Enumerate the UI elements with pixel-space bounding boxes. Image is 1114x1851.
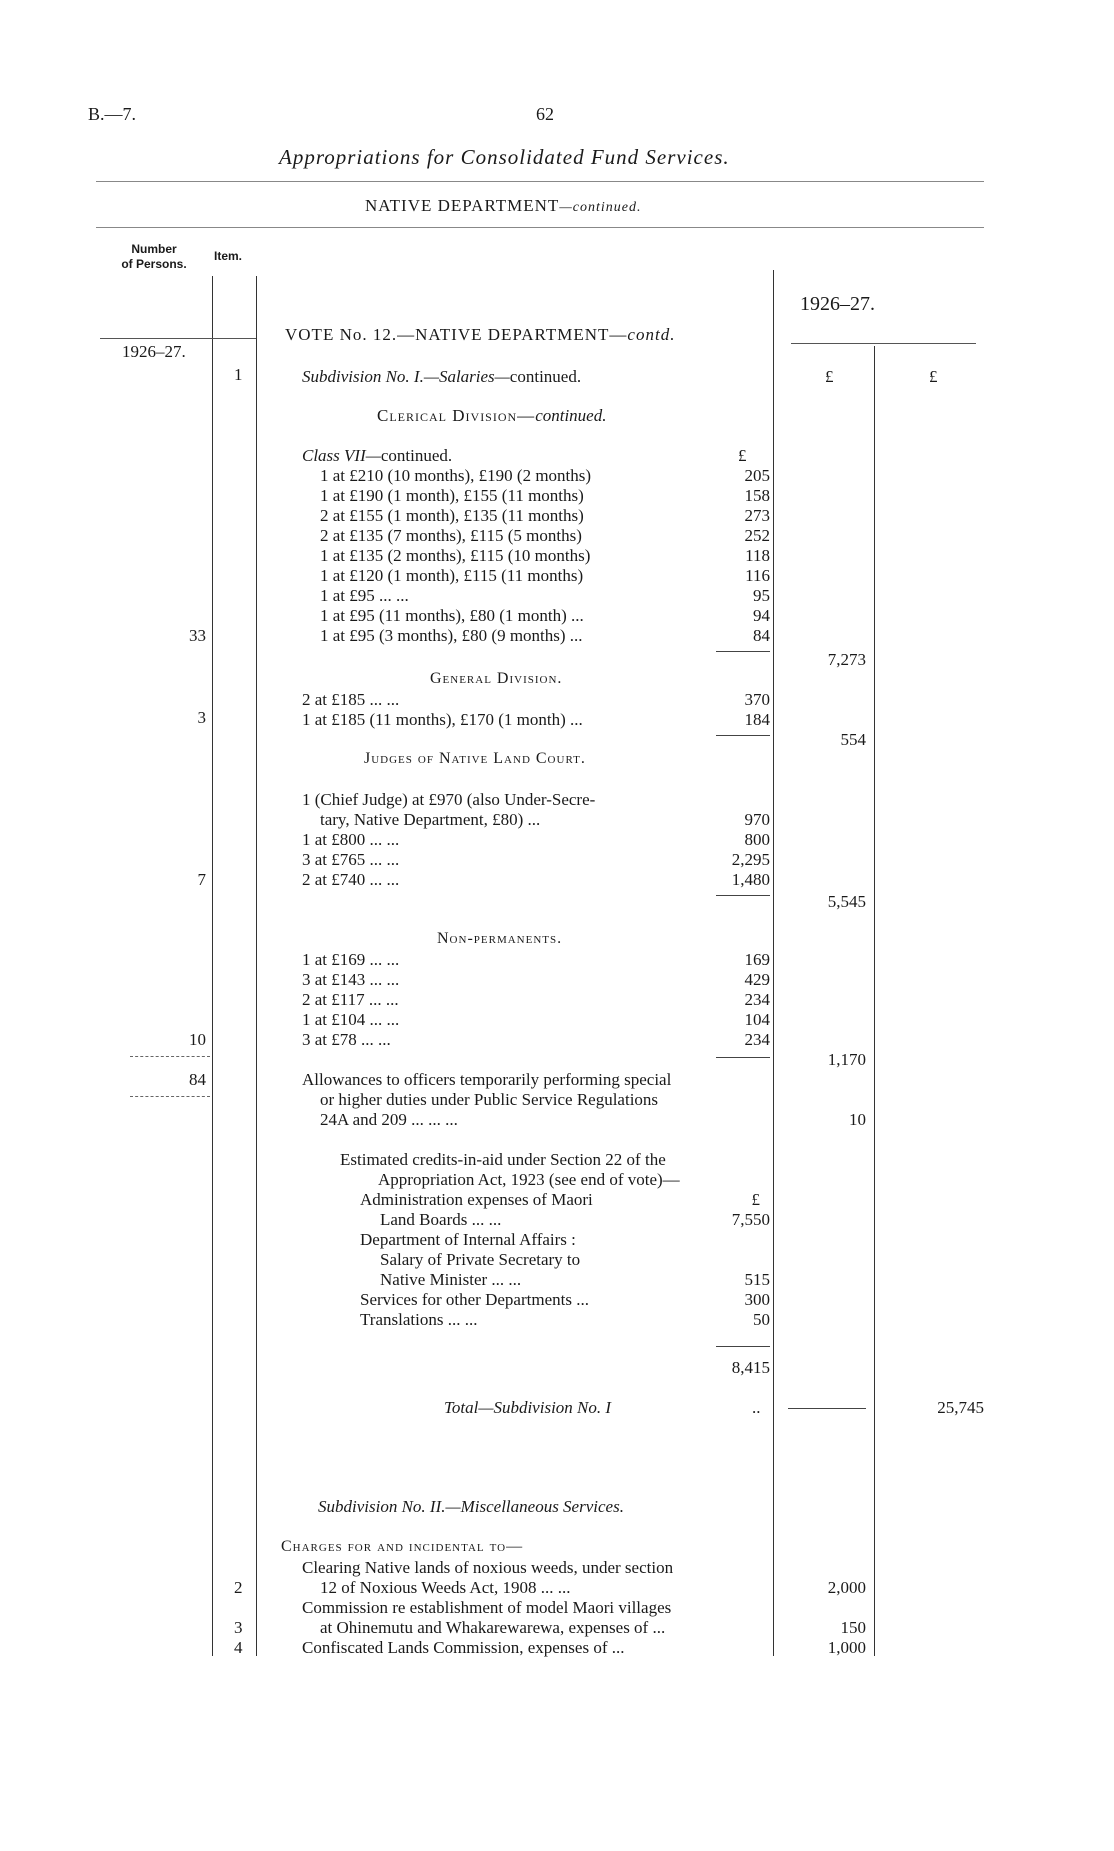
- credits-dia: Department of Internal Affairs :: [360, 1230, 576, 1249]
- row-text: Services for other Departments ...: [360, 1290, 589, 1309]
- vote-title: [285, 325, 675, 345]
- item2-line2: 12 of Noxious Weeds Act, 1908 ... ...: [320, 1578, 571, 1597]
- table-row: [302, 1010, 770, 1030]
- row-amount: 370: [744, 690, 770, 709]
- clerical-heading-text: Clerical Division—: [377, 406, 536, 425]
- persons-total-rule: [130, 1056, 210, 1057]
- credits-total-rule: [716, 1346, 770, 1347]
- subtotal-rule: [716, 1057, 770, 1058]
- subdivision2-items: [302, 1558, 770, 1658]
- row-amount: 429: [744, 970, 770, 989]
- page-reference: B.—7.: [88, 104, 137, 124]
- row-amount: 116: [745, 566, 770, 585]
- item3-amount: 150: [840, 1618, 866, 1637]
- row-text: 3 at £143 ... ...: [302, 970, 400, 989]
- subtotal-rule: [716, 651, 770, 652]
- table-row: [320, 626, 770, 646]
- table-row: [302, 710, 770, 730]
- year-column-header: 1926–27.: [800, 293, 875, 315]
- item2-amount: 2,000: [827, 1578, 866, 1597]
- credits-line2: Appropriation Act, 1923 (see end of vote)—: [378, 1170, 680, 1189]
- class-vii-cont: continued.: [380, 446, 453, 465]
- row-text: 2 at £185 ... ...: [302, 690, 400, 709]
- clerical-heading-cont: continued.: [535, 406, 607, 425]
- row-text: 1 at £135 (2 months), £115 (10 months): [320, 546, 591, 565]
- row-amount: 84: [753, 626, 770, 645]
- row-amount: 252: [744, 526, 770, 545]
- allowances: [302, 1070, 770, 1130]
- table-row: [302, 830, 770, 850]
- year-header-rule: [791, 343, 976, 344]
- department-name: NATIVE DEPARTMENT: [365, 196, 560, 215]
- credits-in-aid: [340, 1150, 770, 1330]
- nonperm-total: 1,170: [827, 1050, 866, 1069]
- subtotal-rule: [716, 735, 770, 736]
- row-text: Administration expenses of Maori: [360, 1190, 593, 1209]
- row-amount: 158: [744, 486, 770, 505]
- row-amount: 95: [753, 586, 770, 605]
- table-row: [340, 1190, 770, 1210]
- table-row: [302, 870, 770, 890]
- credits-salary1: Salary of Private Secretary to: [380, 1250, 581, 1269]
- row-text: 3 at £765 ... ...: [302, 850, 400, 869]
- table-row: [320, 486, 770, 506]
- row-text: Land Boards ... ...: [380, 1210, 502, 1229]
- clerical-pound: £: [738, 446, 747, 465]
- row-currency: £: [751, 1190, 760, 1209]
- class-vii-heading: [302, 446, 452, 466]
- nonperm-persons: 10: [189, 1030, 206, 1049]
- general-heading: General Division.: [430, 670, 563, 687]
- row-amount: 1,480: [731, 870, 770, 889]
- nonperm-rows: [302, 950, 770, 1050]
- row-text: 1 at £169 ... ...: [302, 950, 400, 969]
- vote-title-text: VOTE No. 12.—NATIVE DEPARTMENT—: [285, 325, 628, 344]
- row-amount: 970: [744, 810, 770, 829]
- subdivision1-title-text: Subdivision No. I.—Salaries—: [302, 367, 510, 386]
- judges-total: 5,545: [827, 892, 866, 911]
- persons-column-rule: [212, 276, 213, 1656]
- row-text: Native Minister ... ...: [380, 1270, 522, 1289]
- row-amount: 118: [745, 546, 770, 565]
- row-text: 1 at £210 (10 months), £190 (2 months): [320, 466, 592, 485]
- judges-persons: 7: [197, 870, 206, 889]
- subdivision2-title: Subdivision No. II.—Miscellaneous Services.: [318, 1497, 624, 1516]
- department-continued: —continued.: [559, 200, 642, 215]
- row-text: 1 at £190 (1 month), £155 (11 months): [320, 486, 584, 505]
- row-amount: 7,550: [731, 1210, 770, 1229]
- persons-column-header: [100, 242, 208, 272]
- general-persons: 3: [197, 708, 206, 727]
- row-amount: 515: [744, 1270, 770, 1289]
- table-row: [340, 1210, 770, 1230]
- subdivision1-total-dots: ..: [752, 1398, 761, 1417]
- nonperm-heading: Non-permanents.: [437, 930, 563, 947]
- row-text: Translations ... ...: [360, 1310, 478, 1329]
- class-vii-label: Class VII—: [302, 446, 381, 465]
- table-row: [302, 1030, 770, 1050]
- table-row: [320, 566, 770, 586]
- persons-total-rule: [130, 1096, 210, 1097]
- row-amount: 300: [744, 1290, 770, 1309]
- row-amount: 94: [753, 606, 770, 625]
- clerical-persons: 33: [189, 626, 206, 645]
- vote-title-contd: contd.: [627, 325, 676, 344]
- persons-header-line2: of Persons.: [121, 257, 187, 271]
- item3-line1: Commission re establishment of model Maori villages: [302, 1598, 672, 1617]
- table-row: [340, 1290, 770, 1310]
- item2-number: 2: [234, 1578, 243, 1597]
- table-row: [320, 546, 770, 566]
- pound-column-2: £: [929, 367, 938, 386]
- table-row: [302, 850, 770, 870]
- persons-header-rule: [100, 338, 256, 339]
- row-amount: 2,295: [731, 850, 770, 869]
- subdivision1-total-rule: [788, 1408, 866, 1409]
- row-amount: 184: [744, 710, 770, 729]
- item4-number: 4: [234, 1638, 243, 1657]
- row-text: 2 at £117 ... ...: [302, 990, 399, 1009]
- row-text: 1 at £185 (11 months), £170 (1 month) ...: [302, 710, 583, 729]
- table-row: [302, 990, 770, 1010]
- row-text: 1 at £95 ... ...: [320, 586, 409, 605]
- table-row: [340, 1310, 770, 1330]
- row-amount: 104: [744, 1010, 770, 1029]
- row-text: 1 at £95 (11 months), £80 (1 month) ...: [320, 606, 584, 625]
- item2-line1: Clearing Native lands of noxious weeds, under section: [302, 1558, 674, 1577]
- subdivision1-total-label: Total—Subdivision No. I: [444, 1398, 612, 1417]
- table-row: [302, 970, 770, 990]
- row-amount: 273: [744, 506, 770, 525]
- credits-total: 8,415: [731, 1358, 770, 1377]
- table-row: [320, 466, 770, 486]
- total-persons: 84: [189, 1070, 206, 1089]
- row-amount: 169: [744, 950, 770, 969]
- row-text: 1 at £104 ... ...: [302, 1010, 400, 1029]
- row-text: 2 at £740 ... ...: [302, 870, 400, 889]
- subtotal-rule: [716, 895, 770, 896]
- clerical-rows: [320, 466, 770, 646]
- persons-year: 1926–27.: [122, 342, 186, 361]
- judges-heading: Judges of Native Land Court.: [364, 750, 586, 767]
- row-amount: 234: [744, 990, 770, 1009]
- allowances-line1: Allowances to officers temporarily performing special: [302, 1070, 672, 1089]
- table-row: [320, 526, 770, 546]
- item-column-rule: [256, 276, 257, 1656]
- row-text: 1 at £120 (1 month), £115 (11 months): [320, 566, 584, 585]
- row-text: 2 at £135 (7 months), £115 (5 months): [320, 526, 582, 545]
- title-rule: [96, 181, 984, 182]
- row-text: 1 at £95 (3 months), £80 (9 months) ...: [320, 626, 583, 645]
- allowances-amount: 10: [849, 1110, 866, 1129]
- description-column-rule: [773, 270, 774, 1656]
- pound-column-1: £: [825, 367, 834, 386]
- row-amount: 50: [753, 1310, 770, 1329]
- general-rows: [302, 690, 770, 730]
- allowances-line3: 24A and 209 ... ... ...: [320, 1110, 458, 1129]
- judges-line1: 1 (Chief Judge) at £970 (also Under-Secre-: [302, 790, 596, 809]
- row-amount: 205: [744, 466, 770, 485]
- judges-rows: [302, 790, 770, 890]
- row-text: tary, Native Department, £80) ...: [320, 810, 541, 829]
- amount-column-rule: [874, 346, 875, 1656]
- subdivision1-total-amount: 25,745: [937, 1398, 984, 1417]
- persons-header-line1: Number: [131, 242, 177, 256]
- item-column-header: Item.: [214, 249, 243, 263]
- table-row: [320, 506, 770, 526]
- table-row: [302, 690, 770, 710]
- allowances-line2: or higher duties under Public Service Regulations: [320, 1090, 659, 1109]
- row-text: 2 at £155 (1 month), £135 (11 months): [320, 506, 584, 525]
- subdivision1-item: 1: [234, 365, 243, 384]
- item3-line2: at Ohinemutu and Whakarewarewa, expenses of ...: [320, 1618, 666, 1637]
- general-total: 554: [840, 730, 866, 749]
- department-rule: [96, 227, 984, 228]
- page-title: Appropriations for Consolidated Fund Services.: [279, 145, 730, 169]
- table-row: [340, 1270, 770, 1290]
- item3-number: 3: [234, 1618, 243, 1637]
- table-row: [302, 950, 770, 970]
- row-text: 3 at £78 ... ...: [302, 1030, 391, 1049]
- charges-heading: Charges for and incidental to—: [281, 1538, 524, 1555]
- table-row: [320, 606, 770, 626]
- row-amount: 234: [744, 1030, 770, 1049]
- item4-amount: 1,000: [827, 1638, 866, 1657]
- clerical-total: 7,273: [827, 650, 866, 669]
- clerical-heading: [377, 406, 606, 426]
- subdivision1-title: [302, 367, 581, 387]
- subdivision1-title-cont: continued.: [509, 367, 582, 386]
- table-row: [320, 586, 770, 606]
- department-heading: [365, 196, 641, 216]
- credits-line1: Estimated credits-in-aid under Section 22 of the: [340, 1150, 666, 1169]
- item4-line1: Confiscated Lands Commission, expenses of ...: [302, 1638, 625, 1657]
- row-amount: 800: [744, 830, 770, 849]
- row-text: 1 at £800 ... ...: [302, 830, 400, 849]
- page-number: 62: [536, 104, 554, 124]
- table-row: [302, 810, 770, 830]
